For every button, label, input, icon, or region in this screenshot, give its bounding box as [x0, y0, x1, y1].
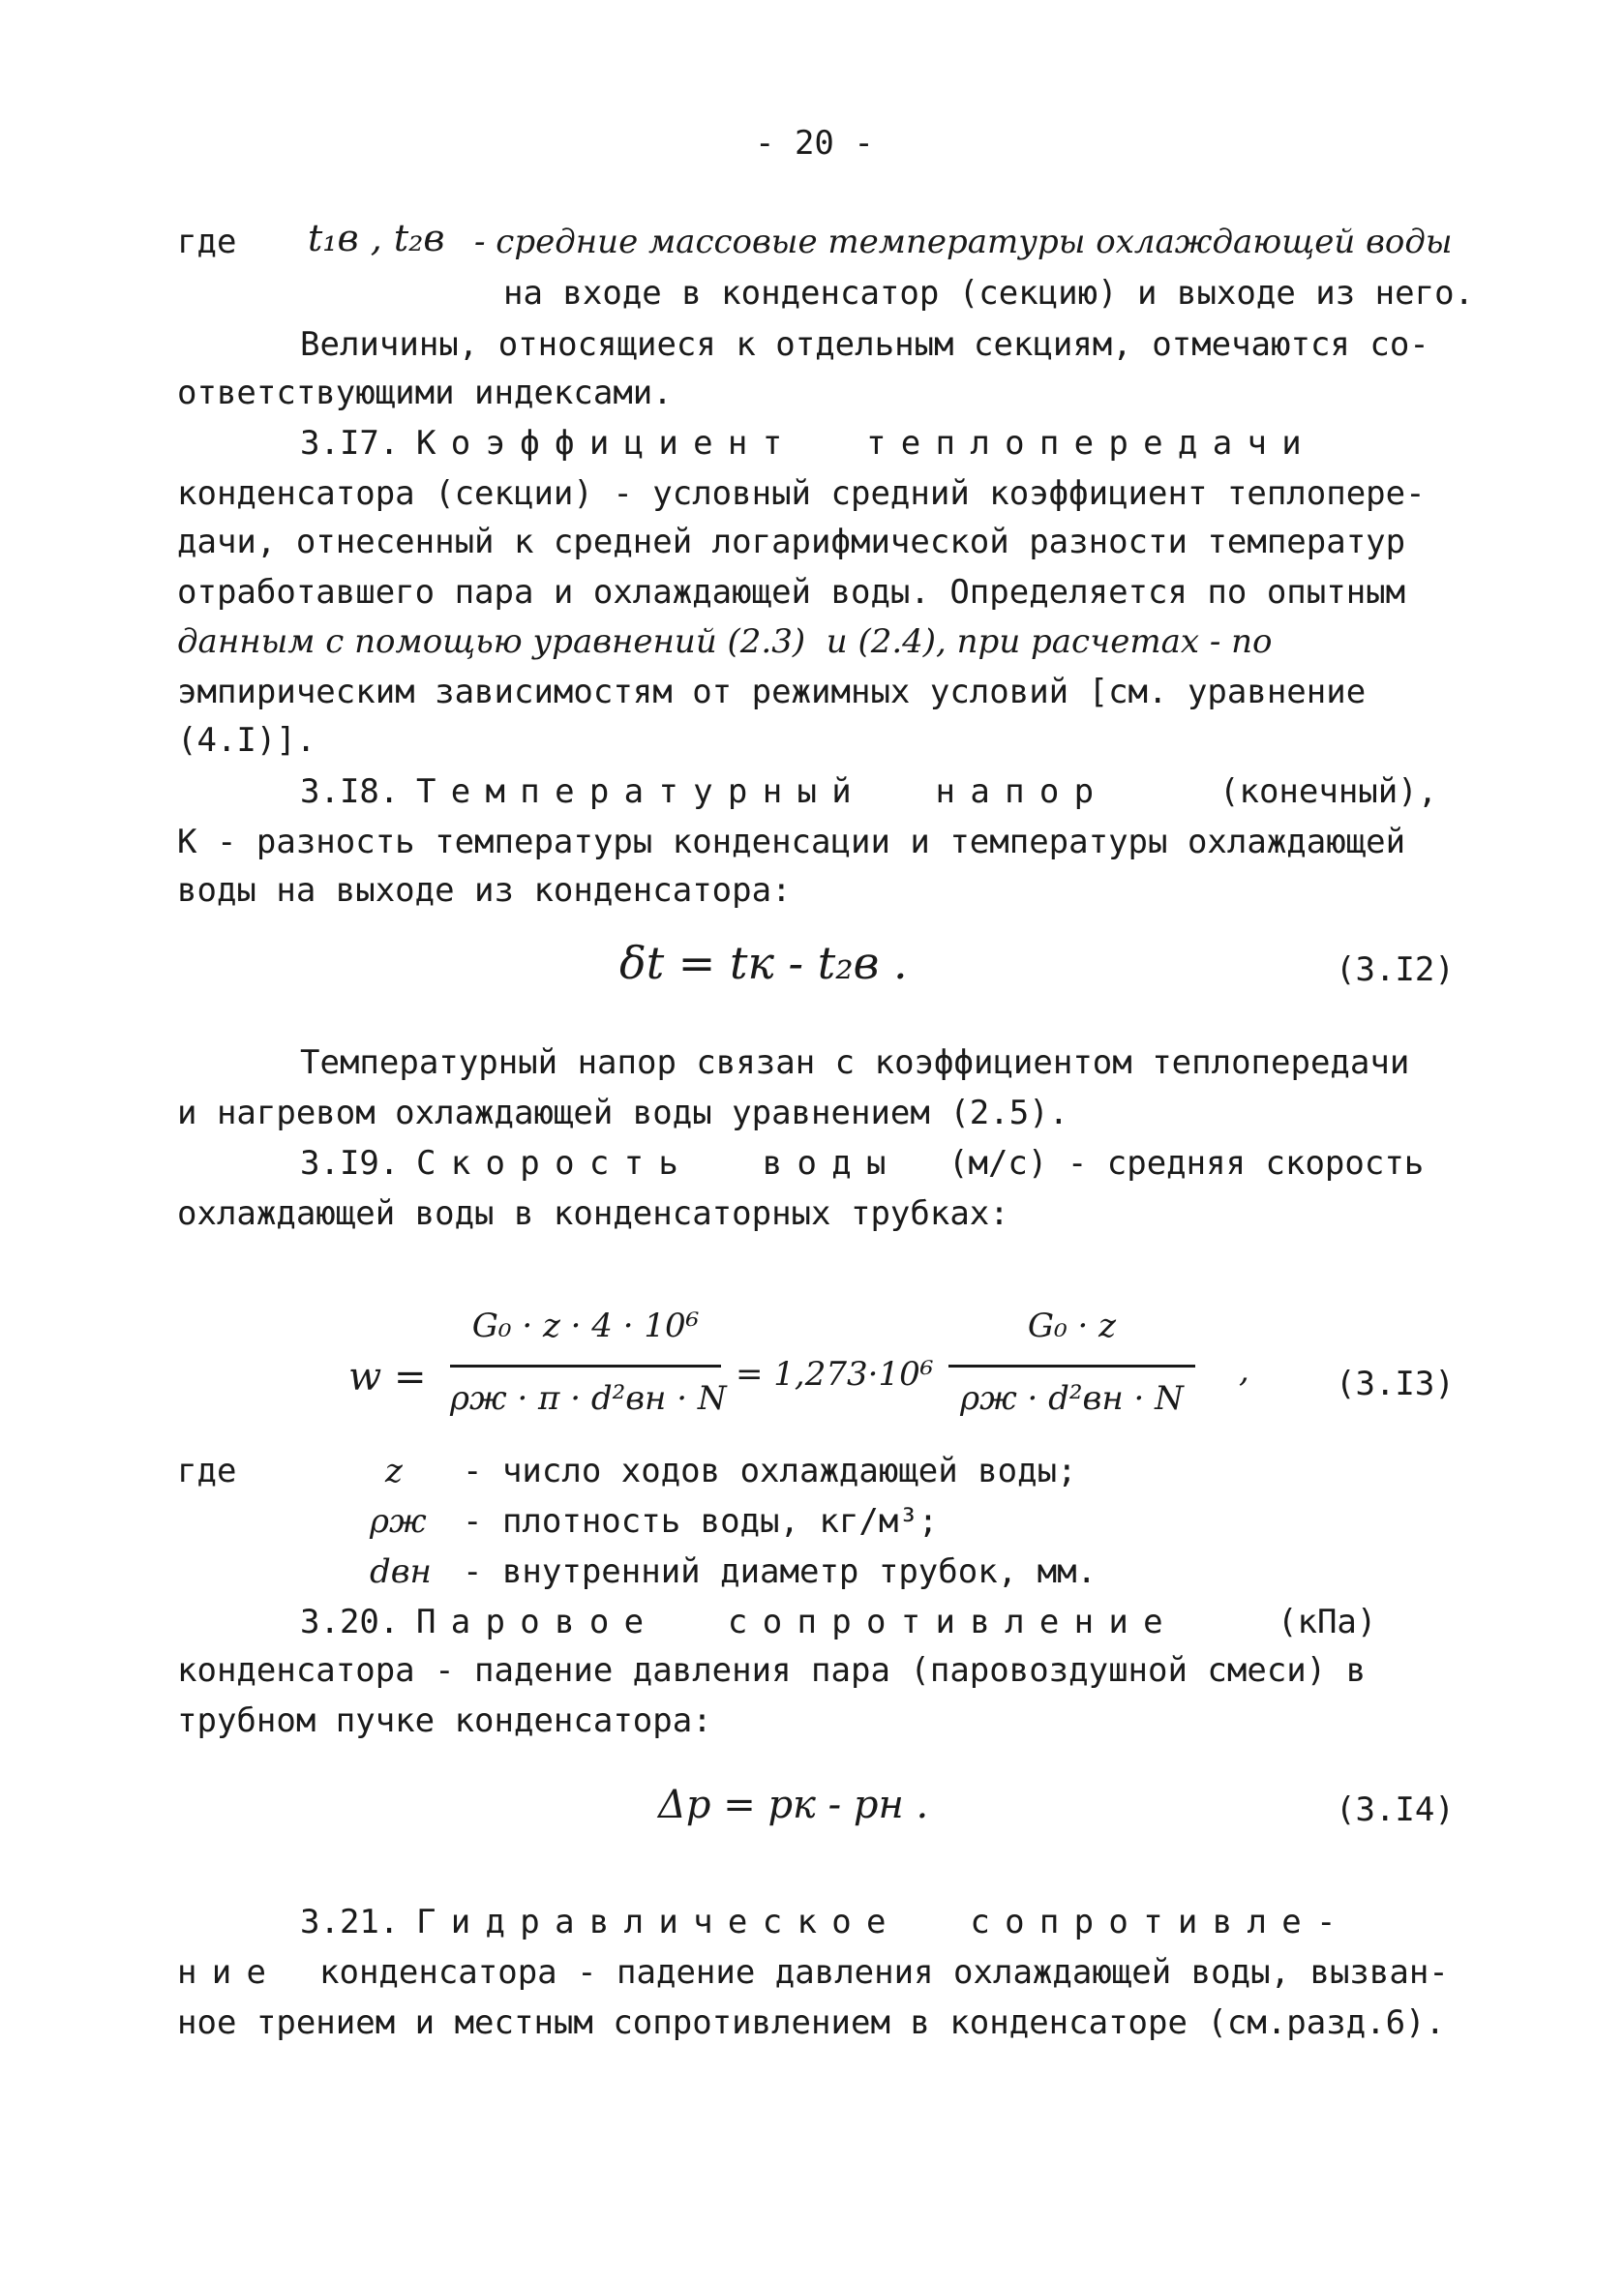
- def-symbol: ρж: [370, 1502, 427, 1541]
- section-3-18-number: 3.I8.: [300, 772, 400, 811]
- para-line: охлаждающей воды в конденсаторных трубках:: [177, 1194, 1009, 1233]
- para-line: ное трением и местным сопротивлением в конденсаторе (см.разд.6).: [177, 2003, 1446, 2042]
- para-line: эмпирическим зависимостям от режимных условий [см. уравнение: [177, 673, 1367, 711]
- para-line: конденсатора - падение давления охлаждающей воды, вызван-: [319, 1953, 1449, 1992]
- fraction-1-bar: [450, 1365, 721, 1368]
- formula-tail: ,: [1239, 1351, 1249, 1390]
- def-text: - число ходов охлаждающей воды;: [463, 1452, 1077, 1490]
- equation-number: (3.I2): [1336, 950, 1455, 989]
- equation-number: (3.I3): [1336, 1365, 1455, 1403]
- formula-lhs: w =: [348, 1355, 427, 1399]
- section-3-21-term-cont: ние: [177, 1953, 282, 1992]
- where-label: где: [177, 1452, 237, 1490]
- section-3-18-term: Температурный напор: [416, 772, 1109, 811]
- def-text: - плотность воды, кг/м³;: [463, 1502, 939, 1541]
- fraction-2-denominator: ρж · d²вн · N: [960, 1379, 1184, 1418]
- para-line: конденсатора (секции) - условный средний коэффициент теплопере-: [177, 474, 1426, 513]
- fraction-2-numerator: G₀ · z: [1027, 1307, 1117, 1345]
- para-line: воды на выходе из конденсатора:: [177, 871, 792, 910]
- para-line: и нагревом охлаждающей воды уравнением (2.5).: [177, 1094, 1069, 1132]
- para-line: (4.I)].: [177, 721, 316, 760]
- section-3-18-term-tail: (конечный),: [1219, 772, 1438, 811]
- section-3-19-term-tail: (м/с) - средняя скорость: [948, 1144, 1425, 1183]
- formula-3-12: δt = tк - t₂в .: [619, 937, 908, 989]
- section-3-21-term: Гидравлическое сопротивле-: [416, 1903, 1351, 1941]
- def-text: - внутренний диаметр трубок, мм.: [463, 1552, 1098, 1591]
- para-line: К - разность температуры конденсации и температуры охлаждающей: [177, 823, 1406, 861]
- para-line: конденсатора - падение давления пара (паровоздушной смеси) в: [177, 1651, 1367, 1690]
- def-symbol: dвн: [370, 1552, 432, 1591]
- section-3-17-number: 3.I7.: [300, 424, 400, 463]
- para-line: отработавшего пара и охлаждающей воды. Определяется по опытным: [177, 573, 1406, 612]
- fraction-1-numerator: G₀ · z · 4 · 10⁶: [471, 1307, 700, 1345]
- section-3-20-term: Паровое сопротивление: [416, 1603, 1178, 1641]
- formula-middle: = 1,273·10⁶: [736, 1355, 934, 1394]
- def-symbol: z: [385, 1452, 403, 1490]
- def-line-1: - средние массовые температуры охлаждающей воды: [474, 223, 1453, 261]
- section-3-19-number: 3.I9.: [300, 1144, 400, 1183]
- para-line: дачи, отнесенный к средней логарифмической разности температур: [177, 523, 1406, 561]
- equation-number: (3.I4): [1336, 1790, 1455, 1829]
- para-line: ответствующими индексами.: [177, 374, 673, 412]
- def-line-2: на входе в конденсатор (секцию) и выходе из него.: [503, 274, 1475, 313]
- section-3-19-term: Скорость воды: [416, 1144, 901, 1183]
- formula-3-14: Δp = pк - pн .: [658, 1783, 929, 1827]
- fraction-1-denominator: ρж · π · d²вн · N: [450, 1379, 727, 1418]
- page-number: - 20 -: [755, 124, 874, 163]
- para-line: Величины, относящиеся к отдельным секциям, отмечаются со-: [300, 325, 1429, 364]
- para-line: Температурный напор связан с коэффициентом теплопередачи: [300, 1043, 1410, 1082]
- section-3-21-number: 3.21.: [300, 1903, 400, 1941]
- section-3-20-term-tail: (кПа): [1278, 1603, 1377, 1641]
- para-line: данным с помощью уравнений (2.3) и (2.4), при расчетах - по: [177, 622, 1273, 661]
- t-symbols: t₁в , t₂в: [308, 217, 445, 259]
- section-3-17-term: Коэффициент теплопередачи: [416, 424, 1317, 463]
- fraction-2-bar: [948, 1365, 1195, 1368]
- para-line: трубном пучке конденсатора:: [177, 1701, 712, 1740]
- where-label: где: [177, 223, 237, 261]
- section-3-20-number: 3.20.: [300, 1603, 400, 1641]
